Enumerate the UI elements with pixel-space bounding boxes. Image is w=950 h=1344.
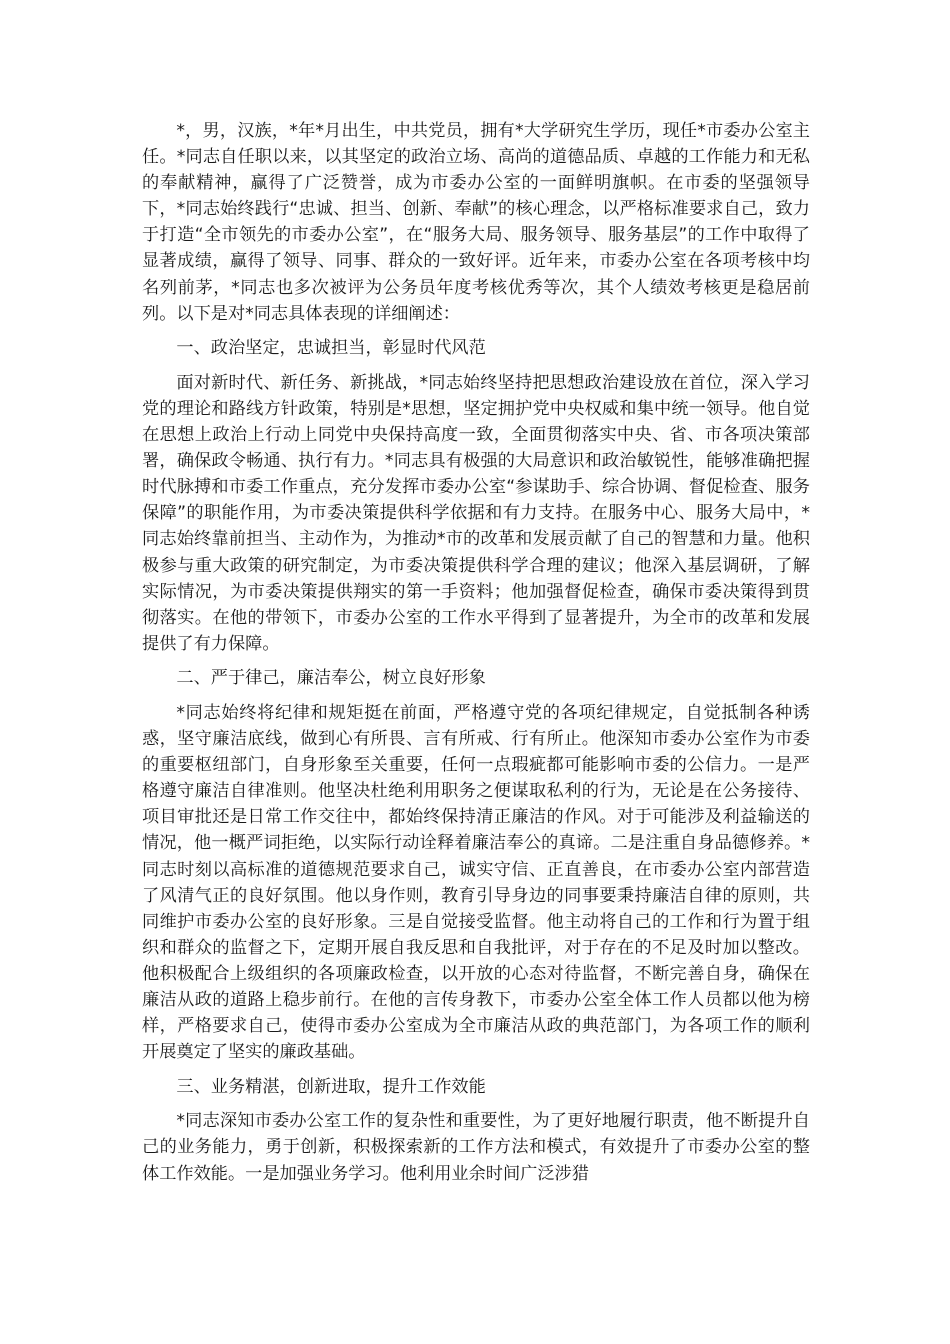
document-body: [142, 118, 810, 1195]
section-2-paragraph: *同志始终将纪律和规矩挺在前面，严格遵守党的各项纪律规定，自觉抵制各种诱惑，坚守廉洁底线，做到心有所畏、言有所戒、行有所止。他深知市委办公室作为市委的重要枢纽部门，自身形象至关重要，任何一点瑕疵都可能影响市委的公信力。一是严格遵守廉洁自律准则。他坚决杜绝利用职务之便谋取私利的行为，无论是在公务接待、项目审批还是日常工作交往中，都始终保持清正廉洁的作风。对于可能涉及利益输送的情况，他一概严词拒绝，以实际行动诠释着廉洁奉公的真谛。二是注重自身品德修养。*同志时刻以高标准的道德规范要求自己，诚实守信、正直善良，在市委办公室内部营造了风清气正的良好氛围。他以身作则，教育引导身边的同事要秉持廉洁自律的原则，共同维护市委办公室的良好形象。三是自觉接受监督。他主动将自己的工作和行为置于组织和群众的监督之下，定期开展自我反思和自我批评，对于存在的不足及时加以整改。他积极配合上级组织的各项廉政检查，以开放的心态对待监督，不断完善自身，确保在廉洁从政的道路上稳步前行。在他的言传身教下，市委办公室全体工作人员都以他为榜样，严格要求自己，使得市委办公室成为全市廉洁从政的典范部门，为各项工作的顺利开展奠定了坚实的廉政基础。: [142, 702, 810, 1063]
section-1-paragraph: 面对新时代、新任务、新挑战，*同志始终坚持把思想政治建设放在首位，深入学习党的理论和路线方针政策，特别是*思想，坚定拥护党中央权威和集中统一领导。他自觉在思想上政治上行动上同党中央保持高度一致，全面贯彻落实中央、省、市各项决策部署，确保政令畅通、执行有力。*同志具有极强的大局意识和政治敏锐性，能够准确把握时代脉搏和市委工作重点，充分发挥市委办公室“参谋助手、综合协调、督促检查、服务保障”的职能作用，为市委决策提供科学依据和有力支持。在服务中心、服务大局中，*同志始终靠前担当、主动作为，为推动*市的改革和发展贡献了自己的智慧和力量。他积极参与重大政策的研究制定，为市委决策提供科学合理的建议；他深入基层调研，了解实际情况，为市委决策提供翔实的第一手资料；他加强督促检查，确保市委决策得到贯彻落实。在他的带领下，市委办公室的工作水平得到了显著提升，为全市的改革和发展提供了有力保障。: [142, 372, 810, 654]
section-heading-1: 一、政治坚定，忠诚担当，彰显时代风范: [176, 338, 486, 359]
section-heading-2: 二、严于律己，廉洁奉公，树立良好形象: [176, 668, 486, 689]
intro-paragraph: *，男，汉族，*年*月出生，中共党员，拥有*大学研究生学历，现任*市委办公室主任。*同志自任职以来，以其坚定的政治立场、高尚的道德品质、卓越的工作能力和无私的奉献精神，赢得了广泛赞誉，成为市委办公室的一面鲜明旗帜。在市委的坚强领导下，*同志始终践行“忠诚、担当、创新、奉献”的核心理念，以严格标准要求自己，致力于打造“全市领先的市委办公室”，在“服务大局、服务领导、服务基层”的工作中取得了显著成绩，赢得了领导、同事、群众的一致好评。近年来，市委办公室在各项考核中均名列前茅，*同志也多次被评为公务员年度考核优秀等次，其个人绩效考核更是稳居前列。以下是对*同志具体表现的详细阐述：: [142, 121, 810, 324]
section-heading-3: 三、业务精湛，创新进取，提升工作效能: [176, 1076, 486, 1097]
section-3-paragraph: *同志深知市委办公室工作的复杂性和重要性，为了更好地履行职责，他不断提升自己的业务能力，勇于创新，积极探索新的工作方法和模式，有效提升了市委办公室的整体工作效能。一是加强业务学习。他利用业余时间广泛涉猎: [142, 1111, 810, 1184]
